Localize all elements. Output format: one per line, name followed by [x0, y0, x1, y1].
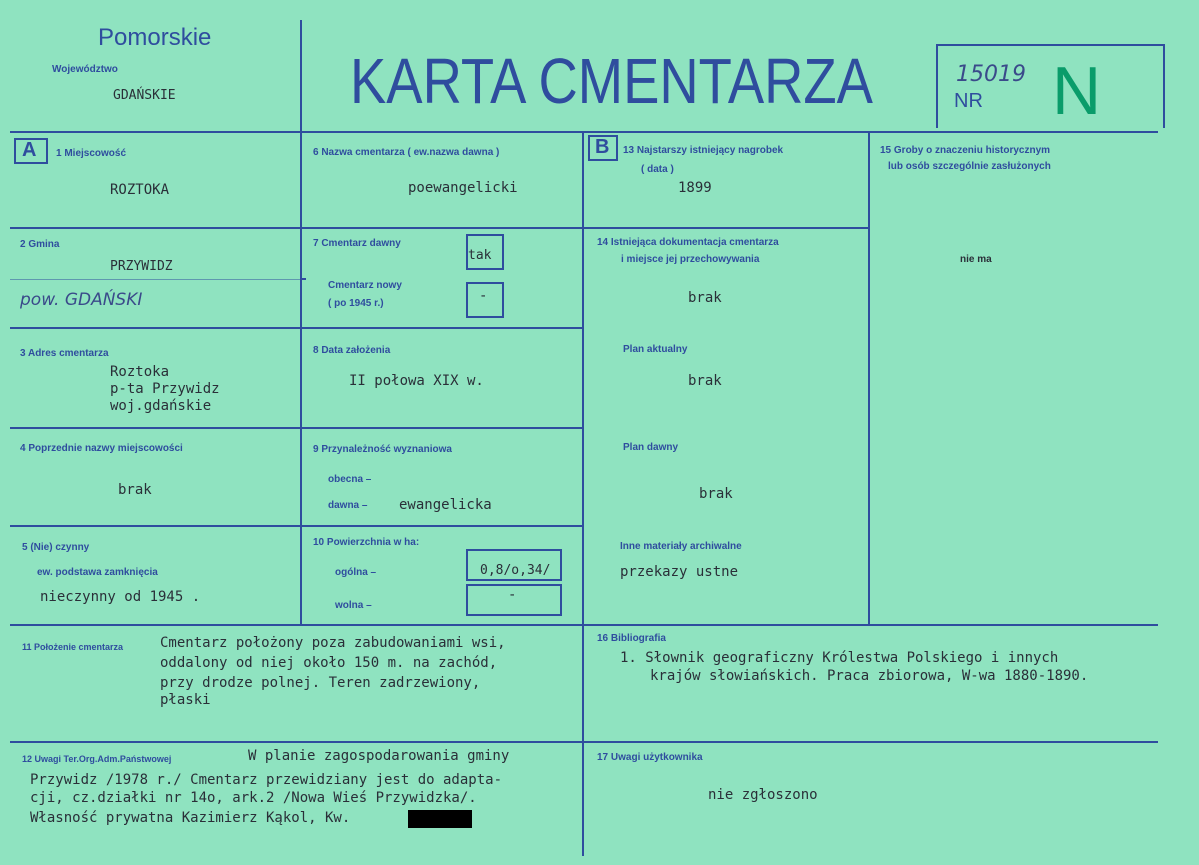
total-area-value: 0,8/o,34/	[480, 563, 551, 578]
old-plan-label: Plan dawny	[623, 442, 679, 453]
field-7-new-sublabel: ( po 1945 r.)	[328, 298, 384, 309]
divider	[300, 278, 306, 280]
field-6-label: 6 Nazwa cmentarza ( ew.nazwa dawna )	[313, 147, 500, 158]
field-17-label: 17 Uwagi użytkownika	[597, 752, 703, 763]
field-4-label: 4 Poprzednie nazwy miejscowości	[20, 443, 183, 454]
current-plan-label: Plan aktualny	[623, 344, 688, 355]
field-4-value: brak	[118, 482, 152, 498]
other-materials-value: przekazy ustne	[620, 564, 739, 580]
field-16-label: 16 Bibliografia	[597, 633, 666, 644]
section-b-marker	[588, 135, 618, 161]
new-cemetery-value: -	[479, 288, 488, 304]
card-title: KARTA CMENTARZA	[350, 45, 873, 117]
voivodeship-name: Pomorskie	[98, 24, 212, 51]
section-a-marker	[14, 138, 48, 164]
field-15-label-2: lub osób szczególnie zasłużonych	[888, 161, 1051, 172]
field-9-former-label: dawna –	[328, 500, 368, 511]
field-9-current-label: obecna –	[328, 474, 372, 485]
field-10-total-label: ogólna –	[335, 567, 377, 578]
field-8-value: II połowa XIX w.	[349, 373, 484, 389]
divider	[10, 427, 582, 429]
divider	[10, 525, 582, 527]
field-16-line-1: 1. Słownik geograficzny Królestwa Polskiego i innych	[620, 650, 1059, 666]
free-area-value: -	[508, 587, 517, 603]
field-11-line-4: płaski	[160, 692, 211, 708]
field-13-value: 1899	[678, 180, 712, 196]
field-2-label: 2 Gmina	[20, 239, 60, 250]
divider	[10, 624, 1158, 626]
field-11-line-3: przy drodze polnej. Teren zadrzewiony,	[160, 675, 481, 691]
field-11-line-2: oddalony od niej około 150 m. na zachód,	[160, 655, 498, 671]
field-3-line-3: woj.gdańskie	[110, 398, 212, 414]
field-9-label: 9 Przynależność wyznaniowa	[313, 444, 452, 455]
divider	[300, 20, 302, 625]
field-13-sublabel: ( data )	[641, 164, 674, 175]
field-7-new-label: Cmentarz nowy	[328, 280, 402, 291]
nr-letter: N	[1052, 53, 1102, 129]
field-16-line-2: krajów słowiańskich. Praca zbiorowa, W-wa 1880-1890.	[650, 668, 1089, 684]
field-15-value: nie ma	[960, 254, 992, 265]
divider	[10, 327, 582, 329]
field-12-line-2: Przywidz /1978 r./ Cmentarz przewidziany jest do adapta-	[30, 772, 503, 788]
old-cemetery-value: tak	[468, 248, 492, 263]
voivodeship-label: Województwo	[52, 64, 118, 75]
section-b-letter: B	[595, 136, 610, 158]
field-6-value: poewangelicki	[408, 180, 518, 196]
field-1-label: 1 Miejscowość	[56, 148, 127, 159]
field-14-label: 14 Istniejąca dokumentacja cmentarza	[597, 237, 779, 248]
divider	[582, 131, 584, 856]
nr-label: NR	[954, 90, 983, 112]
divider	[10, 227, 868, 229]
field-17-value: nie zgłoszono	[708, 787, 818, 803]
field-7-label: 7 Cmentarz dawny	[313, 238, 401, 249]
field-12-line-4: Własność prywatna Kazimierz Kąkol, Kw.	[30, 810, 351, 826]
field-3-line-2: p-ta Przywidz	[110, 381, 220, 397]
field-15-label: 15 Groby o znaczeniu historycznym	[880, 145, 1051, 156]
field-8-label: 8 Data założenia	[313, 345, 391, 356]
field-13-label: 13 Najstarszy istniejący nagrobek	[623, 145, 784, 156]
field-12-label: 12 Uwagi Ter.Org.Adm.Państwowej	[22, 754, 172, 764]
field-12-line-1: W planie zagospodarowania gminy	[248, 748, 510, 764]
voivodeship-value: GDAŃSKIE	[113, 88, 176, 103]
divider	[868, 131, 870, 625]
field-1-value: ROZTOKA	[110, 182, 170, 198]
field-10-free-label: wolna –	[335, 600, 372, 611]
field-12-line-3: cji, cz.działki nr 14o, ark.2 /Nowa Wieś Przywidzka/.	[30, 790, 477, 806]
field-3-line-1: Roztoka	[110, 364, 170, 380]
field-9-former-value: ewangelicka	[399, 497, 492, 513]
redaction-bar	[408, 810, 472, 828]
other-materials-label: Inne materiały archiwalne	[620, 541, 742, 552]
field-3-label: 3 Adres cmentarza	[20, 348, 109, 359]
field-2-value: PRZYWIDZ	[110, 259, 173, 274]
field-11-label: 11 Położenie cmentarza	[22, 642, 124, 652]
record-number: 15019	[956, 62, 1026, 87]
current-plan-value: brak	[688, 373, 722, 389]
field-2-handwritten: pow. GDAŃSKI	[20, 290, 143, 310]
field-5-label: 5 (Nie) czynny	[22, 542, 90, 553]
field-11-line-1: Cmentarz położony poza zabudowaniami wsi,	[160, 635, 506, 651]
section-a-letter: A	[22, 139, 37, 161]
divider	[10, 131, 1158, 133]
field-14-label-2: i miejsce jej przechowywania	[621, 254, 760, 265]
field-10-label: 10 Powierzchnia w ha:	[313, 537, 420, 548]
old-plan-value: brak	[699, 486, 733, 502]
field-5-value: nieczynny od 1945 .	[40, 589, 201, 605]
divider	[10, 279, 300, 280]
divider	[10, 741, 1158, 743]
field-5-sublabel: ew. podstawa zamknięcia	[37, 567, 158, 578]
field-14-value: brak	[688, 290, 722, 306]
